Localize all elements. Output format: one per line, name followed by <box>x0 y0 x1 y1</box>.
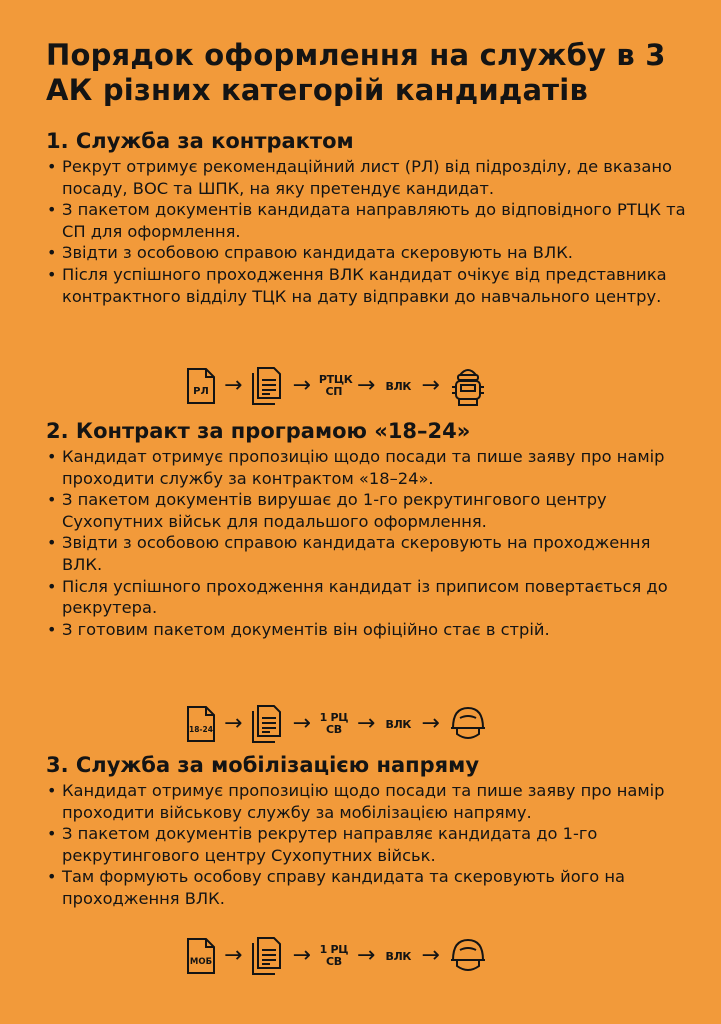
section-3-bullets <box>46 780 686 910</box>
arrow-right-icon: → <box>421 373 440 398</box>
section-1-bullets <box>46 156 686 307</box>
flow-medical-label: ВЛК <box>385 717 412 731</box>
arrow-right-icon: → <box>224 711 243 736</box>
list-item: • Рекрут отримує рекомендаційний лист (РЛ) від підрозділу, де вказано посаду, ВОС та ШПК, на яку претендує кандидат. <box>46 156 686 199</box>
flow-office-label <box>319 712 349 736</box>
flow-medical-label: ВЛК <box>385 379 412 393</box>
arrow-right-icon: → <box>292 373 311 398</box>
flow-office-line1: 1 РЦ <box>319 711 349 724</box>
flow-office-line1: 1 РЦ <box>319 943 349 956</box>
list-item: • З пакетом документів вирушає до 1-го рекрутингового центру Сухопутних військ для подальшого оформлення. <box>46 489 686 532</box>
flow-office-line2: СВ <box>325 955 342 968</box>
section-3-flow <box>186 934 488 978</box>
documents-icon <box>250 704 284 744</box>
helmet-icon <box>448 704 488 744</box>
flow-office-label <box>318 373 353 398</box>
section-2-bullets <box>46 446 686 640</box>
arrow-right-icon: → <box>292 711 311 736</box>
arrow-right-icon: → <box>421 711 440 736</box>
section-1-heading: 1. Служба за контрактом <box>46 129 354 153</box>
list-item: • Звідти з особовою справою кандидата скеровують на проходження ВЛК. <box>46 532 686 575</box>
helmet-icon <box>448 936 488 976</box>
list-item: • Звідти з особовою справою кандидата скеровують на ВЛК. <box>46 242 686 264</box>
document-rl-icon <box>186 367 216 405</box>
page-title: Порядок оформлення на службу в 3 АК різних категорій кандидатів <box>46 38 666 107</box>
flow-office-line2: СП <box>325 385 343 398</box>
arrow-right-icon: → <box>356 943 376 968</box>
list-item: • З готовим пакетом документів він офіційно стає в стрій. <box>46 619 686 641</box>
arrow-right-icon: → <box>224 943 243 968</box>
flow-start-label: РЛ <box>193 386 209 397</box>
flow-start-label: 18-24 <box>189 725 213 734</box>
section-2-flow <box>186 702 488 746</box>
section-2-heading: 2. Контракт за програмою «18–24» <box>46 419 471 443</box>
flow-office-line1: РТЦК <box>318 373 353 386</box>
list-item: • Після успішного проходження ВЛК кандидат очікує від представника контрактного відділу ТЦК на дату відправки до навчального центру. <box>46 264 686 307</box>
flow-office-label <box>319 944 349 968</box>
list-item: • Після успішного проходження кандидат із приписом повертається до рекрутера. <box>46 576 686 619</box>
section-1-flow <box>186 364 488 408</box>
documents-icon <box>250 366 284 406</box>
list-item: • Кандидат отримує пропозицію щодо посади та пише заяву про намір проходити службу за контрактом «18–24». <box>46 446 686 489</box>
flow-medical-label: ВЛК <box>385 949 412 963</box>
list-item: • Там формують особову справу кандидата та скеровують його на проходження ВЛК. <box>46 866 686 909</box>
arrow-right-icon: → <box>292 943 311 968</box>
arrow-right-icon: → <box>356 373 376 398</box>
arrow-right-icon: → <box>224 373 243 398</box>
list-item: • З пакетом документів кандидата направляють до відповідного РТЦК та СП для оформлення. <box>46 199 686 242</box>
document-18-24-icon <box>186 705 216 743</box>
document-mob-icon <box>186 937 216 975</box>
arrow-right-icon: → <box>421 943 440 968</box>
flow-start-label: МОБ <box>189 957 213 967</box>
list-item: • Кандидат отримує пропозицію щодо посади та пише заяву про намір проходити військову службу за мобілізацією напряму. <box>46 780 686 823</box>
soldier-gear-icon <box>448 365 488 407</box>
documents-icon <box>250 936 284 976</box>
arrow-right-icon: → <box>356 711 376 736</box>
section-3-heading: 3. Служба за мобілізацією напряму <box>46 753 480 777</box>
list-item: • З пакетом документів рекрутер направляє кандидата до 1-го рекрутингового центру Сухопутних військ. <box>46 823 686 866</box>
flow-office-line2: СВ <box>325 723 342 736</box>
